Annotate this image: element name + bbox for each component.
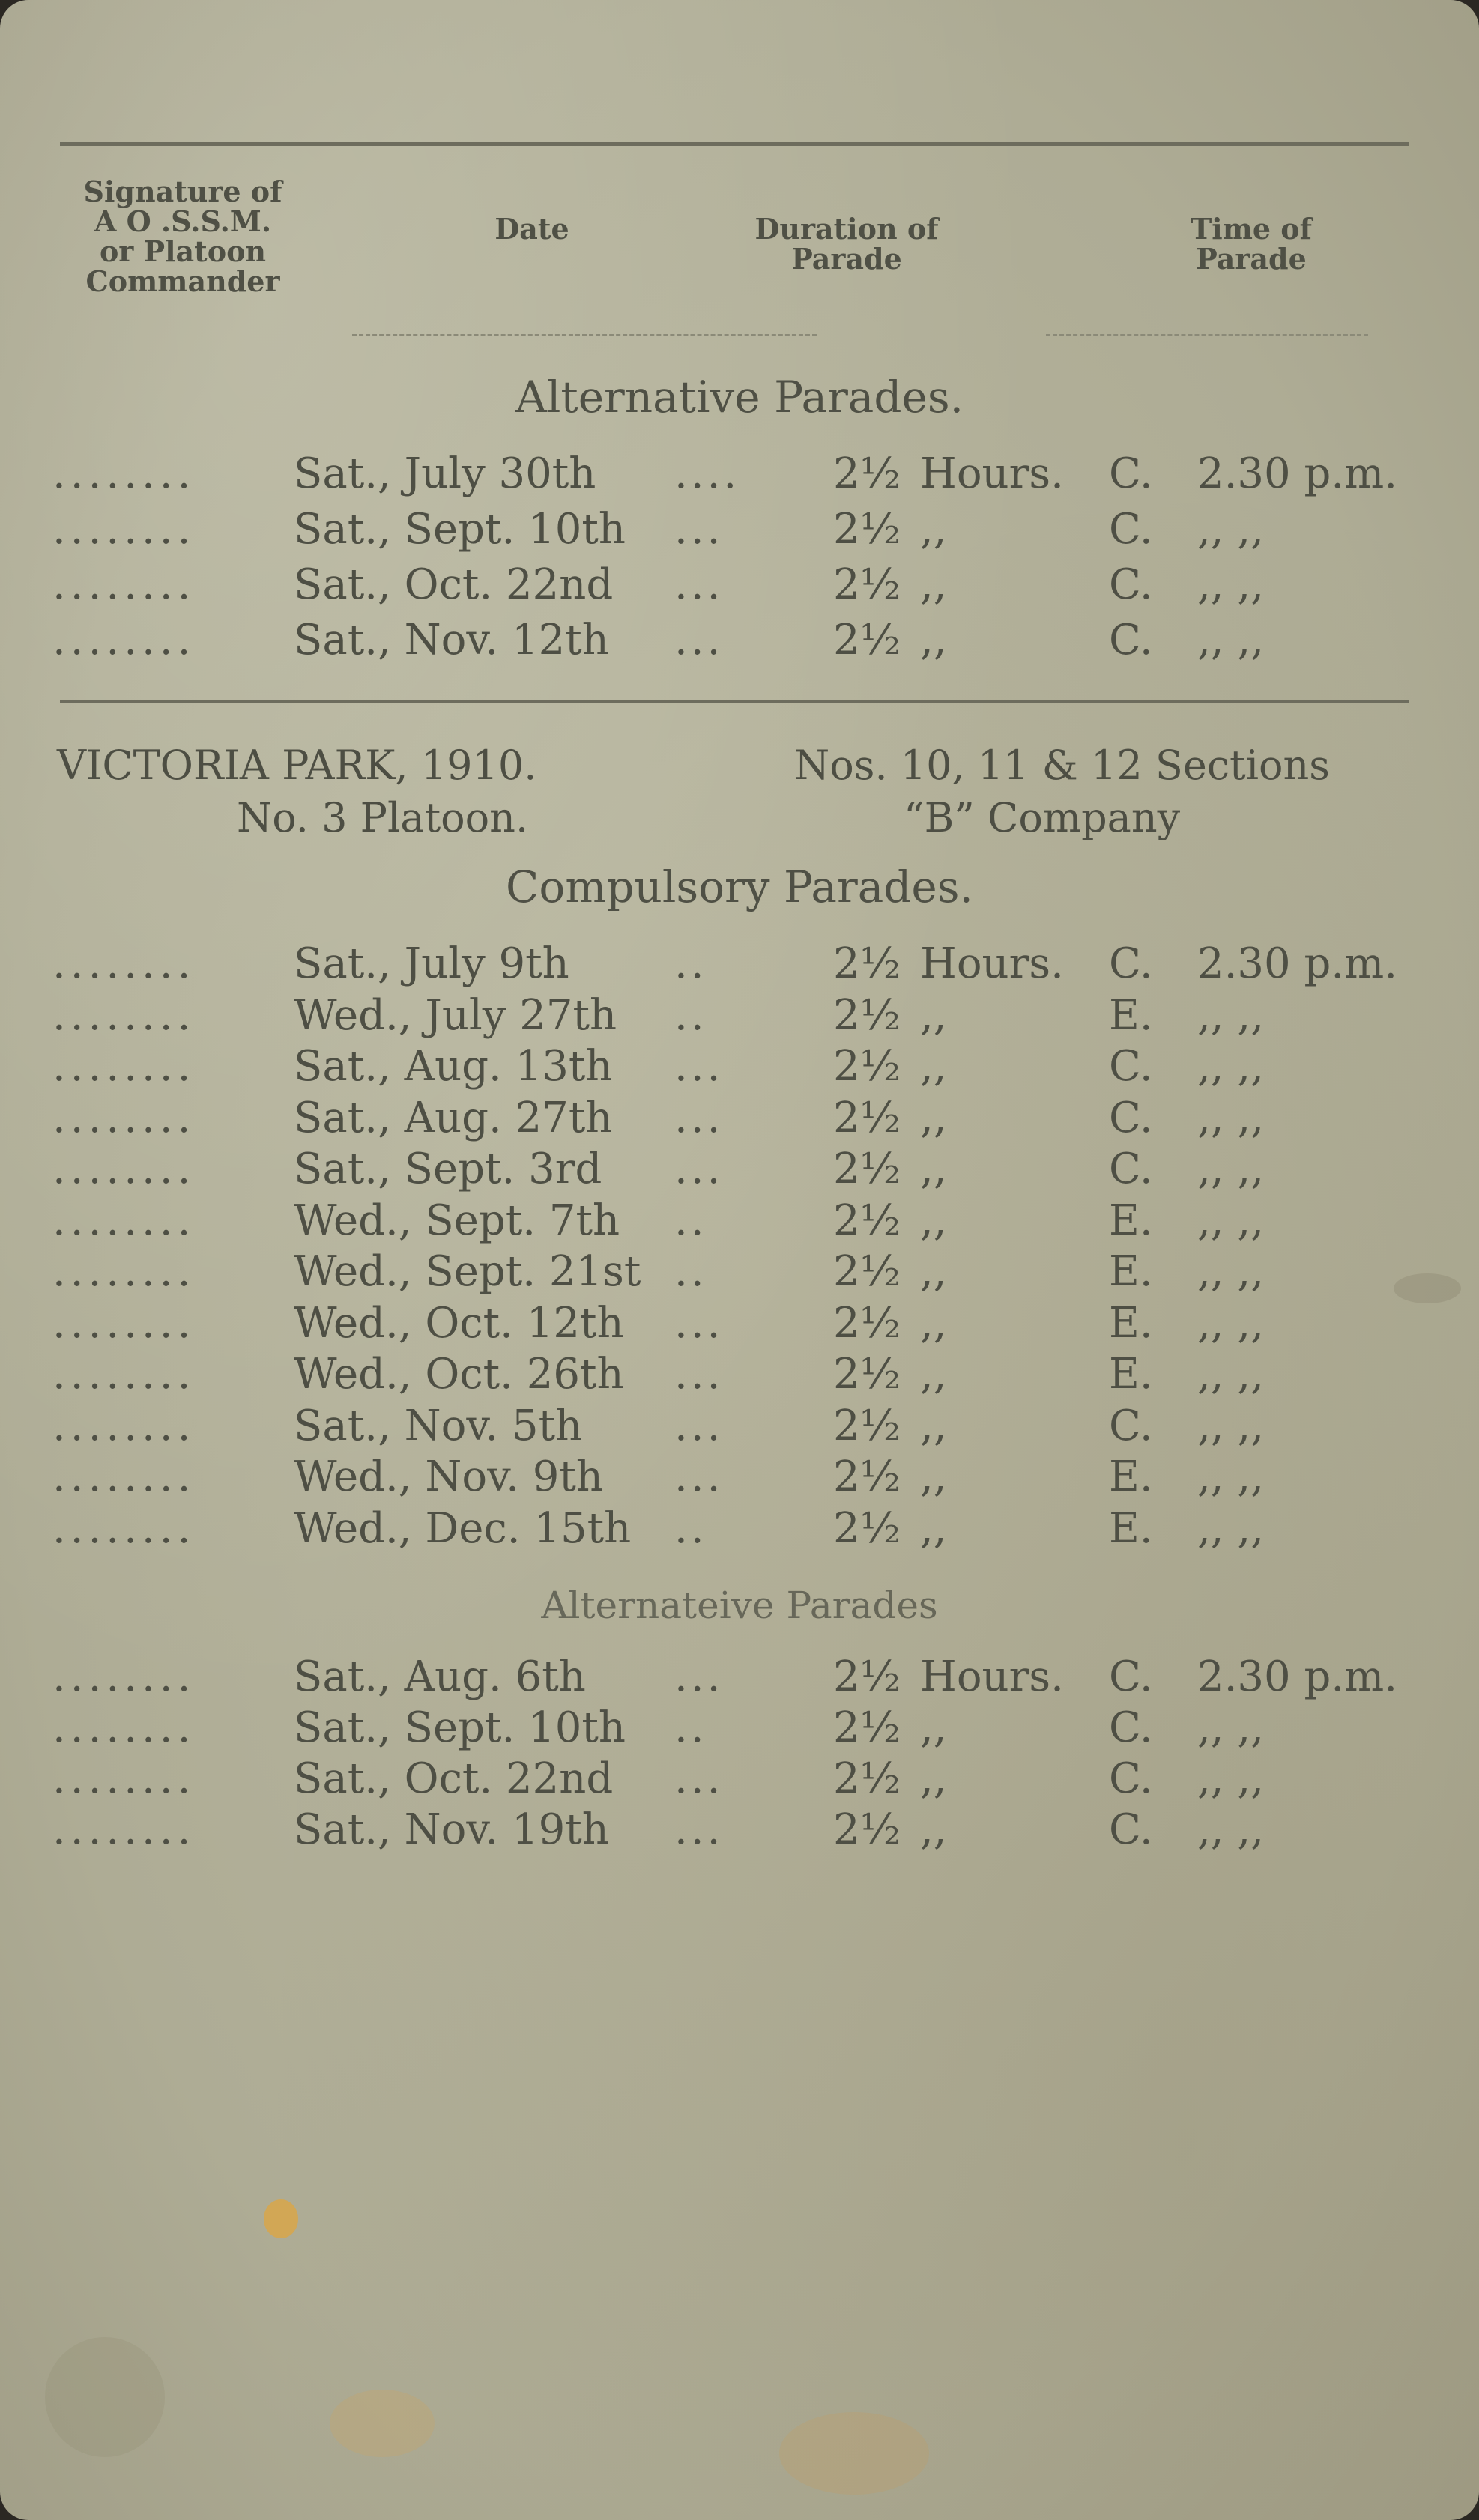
- parade-row: [52, 1094, 1431, 1146]
- parade-dots: ........: [52, 1703, 196, 1752]
- parade-day: Wed., Sept. 7th: [294, 1196, 620, 1245]
- parade-dots2: ..: [674, 1703, 707, 1752]
- parade-time: ,, ,,: [1197, 616, 1265, 664]
- parade-time: ,, ,,: [1197, 990, 1265, 1040]
- parade-dots2: ...: [674, 1754, 724, 1803]
- parade-dur: 2½: [833, 1805, 901, 1854]
- parade-dots2: ...: [674, 560, 724, 609]
- parade-kind: C.: [1109, 939, 1153, 988]
- parade-time: 2.30 p.m.: [1197, 1653, 1398, 1701]
- header-underline: [1046, 334, 1368, 336]
- parade-row: [52, 991, 1431, 1044]
- parade-row: [52, 1402, 1431, 1454]
- parade-row: [52, 449, 1431, 502]
- alternateive-parades-heading: Alternateive Parades: [541, 1584, 938, 1627]
- parade-kind: E.: [1109, 1298, 1153, 1348]
- parade-unit: ,,: [920, 990, 947, 1040]
- parade-dots2: ...: [674, 1093, 724, 1142]
- parade-time: ,, ,,: [1197, 1093, 1265, 1142]
- parade-dots2: ..: [674, 1247, 707, 1296]
- parade-day: Sat., July 9th: [294, 939, 569, 988]
- parade-row: [52, 616, 1431, 668]
- parade-time: ,, ,,: [1197, 1145, 1265, 1193]
- parade-row: [52, 1453, 1431, 1505]
- parade-dots: ........: [52, 1298, 196, 1348]
- parade-unit: Hours.: [920, 1653, 1064, 1701]
- parade-dots: ........: [52, 449, 196, 498]
- parade-dots2: ...: [674, 616, 724, 664]
- parade-time: ,, ,,: [1197, 1703, 1265, 1752]
- parade-row: [52, 1754, 1431, 1807]
- parade-dur: 2½: [833, 1145, 901, 1193]
- parade-unit: ,,: [920, 1703, 947, 1752]
- parade-unit: ,,: [920, 1042, 947, 1091]
- header-signature: Signature of A O .S.S.M. or Platoon Commander: [83, 175, 282, 298]
- parade-day: Sat., Aug. 27th: [294, 1093, 613, 1142]
- stain-mark: [264, 2199, 298, 2238]
- parade-kind: C.: [1109, 1042, 1153, 1091]
- parade-row: [52, 1703, 1431, 1756]
- place-title: VICTORIA PARK, 1910.: [57, 742, 537, 789]
- parade-dots: ........: [52, 1042, 196, 1091]
- parade-dots2: ...: [674, 1653, 724, 1701]
- parade-dur: 2½: [833, 616, 901, 664]
- parade-time: 2.30 p.m.: [1197, 939, 1398, 988]
- parade-dur: 2½: [833, 1653, 901, 1701]
- parade-dur: 2½: [833, 1093, 901, 1142]
- parade-dots: ........: [52, 1653, 196, 1701]
- parade-unit: ,,: [920, 560, 947, 609]
- parade-day: Sat., Sept. 10th: [294, 1703, 626, 1752]
- parade-dots: ........: [52, 1350, 196, 1399]
- parade-dots2: ...: [674, 1350, 724, 1399]
- parade-dots2: ....: [674, 449, 740, 498]
- parade-dur: 2½: [833, 1401, 901, 1450]
- parade-kind: C.: [1109, 1805, 1153, 1854]
- parade-day: Wed., Dec. 15th: [294, 1503, 632, 1553]
- parade-kind: C.: [1109, 1093, 1153, 1142]
- parade-dots: ........: [52, 1453, 196, 1501]
- parade-kind: E.: [1109, 1350, 1153, 1399]
- parade-dots2: ..: [674, 990, 707, 1040]
- parade-dur: 2½: [833, 449, 901, 498]
- parade-kind: C.: [1109, 449, 1153, 498]
- parade-row: [52, 1350, 1431, 1402]
- parade-day: Sat., Nov. 19th: [294, 1805, 609, 1854]
- parade-unit: ,,: [920, 1247, 947, 1296]
- parade-kind: C.: [1109, 1401, 1153, 1450]
- parade-dur: 2½: [833, 1703, 901, 1752]
- parade-dur: 2½: [833, 939, 901, 988]
- section-divider: [60, 700, 1409, 703]
- header-time: Time of Parade: [1190, 212, 1313, 276]
- parade-dur: 2½: [833, 1247, 901, 1296]
- parade-day: Wed., Sept. 21st: [294, 1247, 641, 1296]
- parade-day: Sat., Nov. 12th: [294, 616, 609, 664]
- compulsory-parades-heading: Compulsory Parades.: [506, 861, 973, 912]
- parade-dots: ........: [52, 560, 196, 609]
- parade-day: Wed., Nov. 9th: [294, 1453, 603, 1501]
- parade-dots2: ...: [674, 1401, 724, 1450]
- parade-unit: ,,: [920, 505, 947, 554]
- parade-unit: Hours.: [920, 939, 1064, 988]
- parade-row: [52, 1145, 1431, 1197]
- parade-dur: 2½: [833, 560, 901, 609]
- parade-row: [52, 1247, 1431, 1300]
- parade-time: ,, ,,: [1197, 1042, 1265, 1091]
- parade-row: [52, 1653, 1431, 1705]
- parade-dots: ........: [52, 1247, 196, 1296]
- parade-day: Sat., July 30th: [294, 449, 596, 498]
- parade-kind: E.: [1109, 1196, 1153, 1245]
- parade-dots: ........: [52, 616, 196, 664]
- alternative-parades-heading: Alternative Parades.: [515, 372, 964, 422]
- parade-kind: C.: [1109, 616, 1153, 664]
- platoon-title: No. 3 Platoon.: [237, 794, 529, 841]
- stain-mark: [45, 2337, 165, 2457]
- parade-row: [52, 1805, 1431, 1858]
- parade-time: ,, ,,: [1197, 1805, 1265, 1854]
- parade-dur: 2½: [833, 1350, 901, 1399]
- parade-row: [52, 1042, 1431, 1094]
- parade-unit: ,,: [920, 1503, 947, 1553]
- parade-kind: E.: [1109, 1247, 1153, 1296]
- parade-dots2: ...: [674, 505, 724, 554]
- parade-unit: Hours.: [920, 449, 1064, 498]
- parade-day: Wed., Oct. 12th: [294, 1298, 624, 1348]
- parade-dur: 2½: [833, 1298, 901, 1348]
- parade-row: [52, 1196, 1431, 1249]
- parade-unit: ,,: [920, 616, 947, 664]
- parade-dur: 2½: [833, 1042, 901, 1091]
- parade-kind: E.: [1109, 990, 1153, 1040]
- parade-row: [52, 1299, 1431, 1351]
- parade-time: ,, ,,: [1197, 1754, 1265, 1803]
- parade-dots: ........: [52, 1145, 196, 1193]
- parade-unit: ,,: [920, 1298, 947, 1348]
- parade-kind: C.: [1109, 1653, 1153, 1701]
- parade-dur: 2½: [833, 1503, 901, 1553]
- parade-time: ,, ,,: [1197, 1196, 1265, 1245]
- parade-dots2: ...: [674, 1805, 724, 1854]
- parade-day: Sat., Sept. 10th: [294, 505, 626, 554]
- parade-row: [52, 560, 1431, 613]
- parade-unit: ,,: [920, 1453, 947, 1501]
- parade-row: [52, 505, 1431, 557]
- parade-dots: ........: [52, 939, 196, 988]
- parade-unit: ,,: [920, 1401, 947, 1450]
- parade-day: Sat., Nov. 5th: [294, 1401, 583, 1450]
- parade-day: Wed., July 27th: [294, 990, 617, 1040]
- parade-dots2: ...: [674, 1145, 724, 1193]
- parade-kind: C.: [1109, 1145, 1153, 1193]
- parade-kind: E.: [1109, 1503, 1153, 1553]
- parade-time: ,, ,,: [1197, 1350, 1265, 1399]
- parade-unit: ,,: [920, 1805, 947, 1854]
- parade-dots2: ..: [674, 1196, 707, 1245]
- parade-dur: 2½: [833, 990, 901, 1040]
- parade-dots2: ...: [674, 1042, 724, 1091]
- parade-day: Sat., Aug. 6th: [294, 1653, 586, 1701]
- parade-dur: 2½: [833, 1196, 901, 1245]
- parade-dots2: ...: [674, 1453, 724, 1501]
- parade-day: Sat., Oct. 22nd: [294, 560, 614, 609]
- parade-dur: 2½: [833, 505, 901, 554]
- parade-time: ,, ,,: [1197, 1453, 1265, 1501]
- parade-unit: ,,: [920, 1145, 947, 1193]
- parade-row: [52, 939, 1431, 992]
- parade-dur: 2½: [833, 1754, 901, 1803]
- parade-kind: C.: [1109, 505, 1153, 554]
- parade-dots: ........: [52, 990, 196, 1040]
- parade-dots2: ...: [674, 1298, 724, 1348]
- parade-unit: ,,: [920, 1093, 947, 1142]
- parade-time: ,, ,,: [1197, 1247, 1265, 1296]
- parade-dots2: ..: [674, 939, 707, 988]
- parade-time: 2.30 p.m.: [1197, 449, 1398, 498]
- parade-day: Sat., Aug. 13th: [294, 1042, 613, 1091]
- parade-kind: E.: [1109, 1453, 1153, 1501]
- parade-kind: C.: [1109, 1754, 1153, 1803]
- stain-mark: [779, 2412, 929, 2495]
- parade-row: [52, 1504, 1431, 1557]
- parade-time: ,, ,,: [1197, 1298, 1265, 1348]
- parade-time: ,, ,,: [1197, 1503, 1265, 1553]
- parade-time: ,, ,,: [1197, 1401, 1265, 1450]
- stain-mark: [330, 2390, 435, 2457]
- company-title: “B” Company: [904, 794, 1181, 841]
- sections-title: Nos. 10, 11 & 12 Sections: [794, 742, 1330, 789]
- header-underline: [352, 334, 817, 336]
- parade-dots: ........: [52, 505, 196, 554]
- parade-kind: C.: [1109, 1703, 1153, 1752]
- parade-day: Wed., Oct. 26th: [294, 1350, 624, 1399]
- parade-dots: ........: [52, 1093, 196, 1142]
- parade-unit: ,,: [920, 1196, 947, 1245]
- parade-day: Sat., Oct. 22nd: [294, 1754, 614, 1803]
- parade-dots: ........: [52, 1503, 196, 1553]
- parade-dots: ........: [52, 1401, 196, 1450]
- parade-day: Sat., Sept. 3rd: [294, 1145, 602, 1193]
- parade-time: ,, ,,: [1197, 560, 1265, 609]
- parade-dots2: ..: [674, 1503, 707, 1553]
- parade-unit: ,,: [920, 1754, 947, 1803]
- parade-dots: ........: [52, 1196, 196, 1245]
- top-divider: [60, 142, 1409, 146]
- parade-unit: ,,: [920, 1350, 947, 1399]
- parade-time: ,, ,,: [1197, 505, 1265, 554]
- parade-dots: ........: [52, 1754, 196, 1803]
- header-duration: Duration of Parade: [754, 212, 939, 276]
- parade-dur: 2½: [833, 1453, 901, 1501]
- parade-dots: ........: [52, 1805, 196, 1854]
- parade-kind: C.: [1109, 560, 1153, 609]
- header-date: Date: [494, 212, 569, 246]
